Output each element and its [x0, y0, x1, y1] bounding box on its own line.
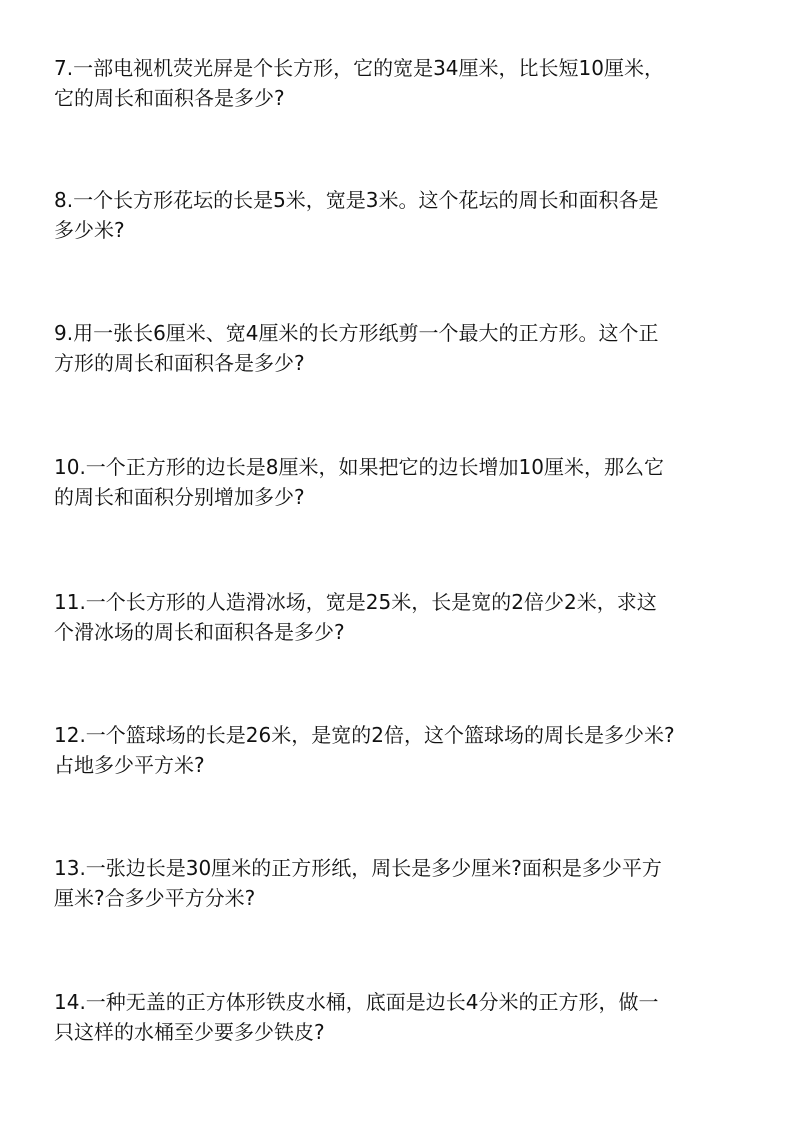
question-9-line-1: 9.用一张长6厘米、宽4厘米的长方形纸剪一个最大的正方形。这个正 [54, 321, 659, 345]
question-13 [54, 853, 734, 913]
question-14-line-1: 14.一种无盖的正方体形铁皮水桶，底面是边长4分米的正方形，做一 [54, 990, 659, 1014]
question-8 [54, 185, 734, 245]
question-10 [54, 452, 734, 512]
question-8-line-1: 8.一个长方形花坛的长是5米，宽是3米。这个花坛的周长和面积各是 [54, 188, 659, 212]
question-10-line-2: 的周长和面积分别增加多少? [54, 485, 305, 509]
question-7 [54, 53, 734, 113]
question-14-line-2: 只这样的水桶至少要多少铁皮? [54, 1020, 325, 1044]
question-11 [54, 587, 734, 647]
question-11-line-1: 11.一个长方形的人造滑冰场，宽是25米，长是宽的2倍少2米，求这 [54, 590, 657, 614]
question-13-line-2: 厘米?合多少平方分米? [54, 886, 256, 910]
question-10-line-1: 10.一个正方形的边长是8厘米，如果把它的边长增加10厘米，那么它 [54, 455, 664, 479]
question-13-line-1: 13.一张边长是30厘米的正方形纸，周长是多少厘米?面积是多少平方 [54, 856, 662, 880]
question-11-line-2: 个滑冰场的周长和面积各是多少? [54, 620, 345, 644]
question-9 [54, 318, 734, 378]
question-14 [54, 987, 734, 1047]
question-7-line-1: 7.一部电视机荧光屏是个长方形，它的宽是34厘米，比长短10厘米， [54, 56, 664, 80]
question-9-line-2: 方形的周长和面积各是多少? [54, 351, 305, 375]
question-12-line-2: 占地多少平方米? [54, 753, 205, 777]
question-12 [54, 720, 734, 780]
question-12-line-1: 12.一个篮球场的长是26米，是宽的2倍，这个篮球场的周长是多少米? [54, 723, 675, 747]
question-7-line-2: 它的周长和面积各是多少? [54, 86, 285, 110]
question-8-line-2: 多少米? [54, 218, 125, 242]
